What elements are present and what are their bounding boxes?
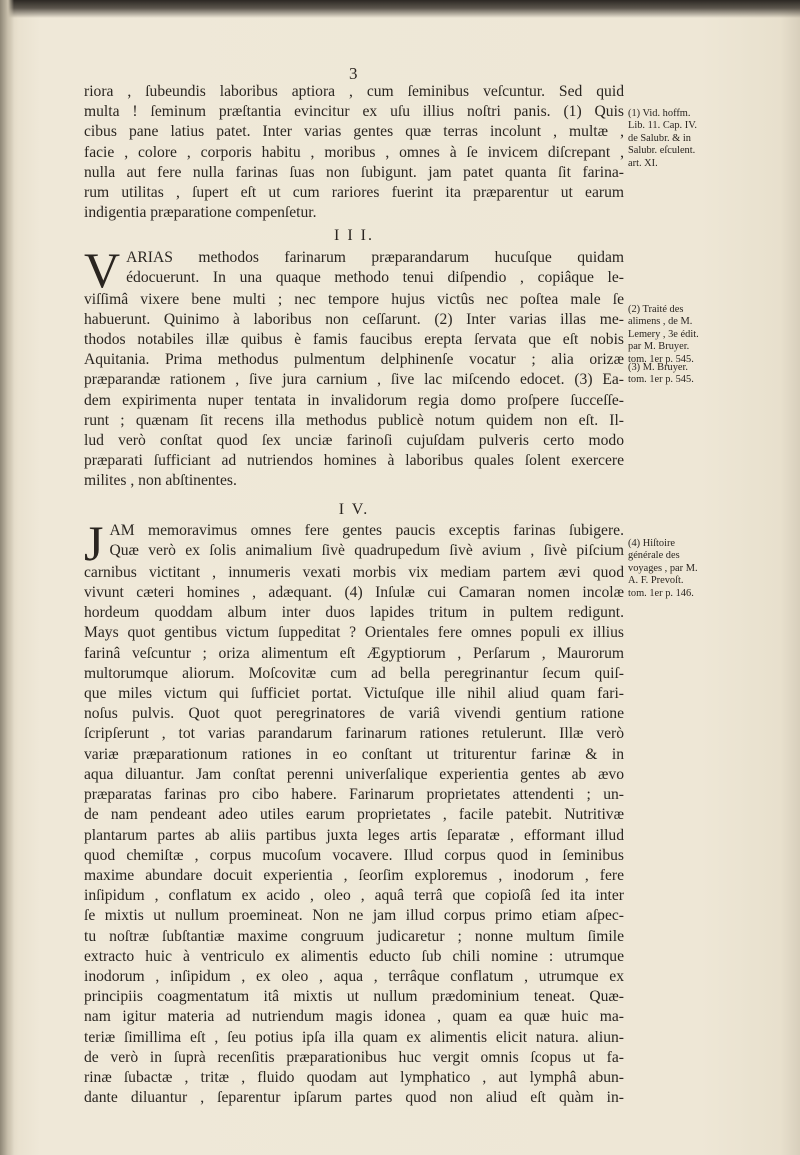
text-line: de verò in ſuprà recenſitis præparationibus huc vergit omnis ſcopus ut fa-	[84, 1048, 624, 1066]
text-line: voyages , par M.	[628, 562, 698, 574]
gutter-shadow	[0, 0, 14, 1155]
text-line: tom. 1er p. 146.	[628, 587, 694, 599]
text-line: plantarum partes ab aliis partibus juxta leges artis ſeparatæ , efformant illud	[84, 826, 624, 844]
text-line: multorumque aliorum. Moſcovitæ cum ad bella peregrinantur ſecum quiſ-	[84, 664, 624, 682]
text-line: vivunt cæteri homines , adæquant. (4) Inſulæ cui Camaran nomen incolæ	[84, 584, 624, 602]
section-heading-3: I I I.	[334, 227, 374, 245]
text-line: dem expirimenta nuper tentata in invalidorum regia domo proſpere ſucceſſe-	[84, 391, 624, 409]
text-line: præparati ſufficiant ad nutriendos homines à laboribus quales ſolent exercere	[84, 452, 624, 470]
text-line: (3) M. Bruyer.	[628, 362, 689, 373]
text-line: teriæ ſimillima eſt , ſeu potius ipſa illa quam ex alimentis elicit natura. aliun-	[84, 1028, 624, 1046]
text-line: par M. Bruyer.	[628, 341, 690, 353]
text-line: indigentia præparatione compenſetur.	[84, 204, 317, 222]
text-line: Quæ verò ex ſolis animalium ſivè quadrupedum ſivè avium , ſivè piſcium	[109, 542, 624, 560]
text-line: (2) Traité des	[628, 304, 684, 315]
drop-cap-v: V	[84, 241, 121, 298]
text-line: tom. 1er p. 545.	[628, 374, 694, 386]
text-line: ARIAS methodos farinarum præparandarum hucuſque quidam	[126, 248, 624, 266]
text-line: dante diluantur , ſeparentur ipſarum partes quod non aliud eſt quàm in-	[84, 1089, 624, 1107]
text-line: inodorum , inſipidum , ex oleo , aqua , terrâque conflatum , utrumque ex	[84, 967, 624, 985]
drop-cap-j: J	[84, 514, 104, 571]
text-line: quod chemiſtæ , corpus mucoſum vocavere. Illud corpus quod in ſeminibus	[84, 846, 624, 864]
text-line: édocuerunt. In una quaque methodo tenui diſpendio , copiâque le-	[126, 268, 624, 286]
margin-note-2	[628, 304, 716, 366]
text-line: hordeum quoddam album inter duos lapides tritum in pultem redigunt.	[84, 604, 624, 622]
text-line: milites , non abſtinentes.	[84, 472, 237, 490]
text-line: extracto huic à ventriculo ex alimentis educto ſub chili nomine : utrumque	[84, 947, 624, 965]
section-heading-4: I V.	[338, 500, 370, 518]
text-line: AM memoravimus omnes fere gentes paucis exceptis farinas ſubigere.	[109, 521, 624, 539]
text-line: alimens , de M.	[628, 316, 693, 328]
text-line: tu noſtræ ſubſtantiæ maxime congruum judicaretur ; nonne multum ſimile	[84, 927, 624, 945]
text-line: maxime abundare docuit experientia , ſeorſim exploremus , inodorum , fere	[84, 866, 624, 884]
text-line: (1) Vid. hoffm.	[628, 108, 691, 119]
text-line: Aquitania. Prima methodus pulmentum delphinenſe vocatur ; alia orizæ	[84, 351, 624, 369]
text-line: générale des	[628, 550, 680, 562]
text-line: carnibus victitant , innumeris vexati morbis vix mediam partem ævi quod	[84, 563, 624, 581]
text-line: art. XI.	[628, 157, 658, 169]
text-line: A. F. Prevoſt.	[628, 575, 684, 587]
paragraph-2	[84, 241, 624, 492]
text-line: noſus pulvis. Quot quot peregrinatores de variâ vivendi gentium ratione	[84, 705, 624, 723]
text-line: rinæ ſubactæ , tritæ , fluido quodam aut lymphatico , aut lymphâ abun-	[84, 1068, 624, 1086]
text-line: tom. 1er p. 545.	[628, 353, 694, 365]
text-line: habuerunt. Quinimo à laboribus non ceſſarunt. (2) Inter varias illas me-	[84, 310, 624, 328]
text-line: Lib. 11. Cap. IV.	[628, 120, 697, 132]
text-line: ſcripſerunt , tot varias parandarum farinarum rationes retulerunt. Illæ verò	[84, 725, 624, 743]
text-line: multa ! ſeminum præſtantia evincitur ex uſu illius noſtri panis. (1) Quis	[84, 103, 624, 121]
margin-note-4	[628, 538, 716, 600]
text-line: ſe mixtis ut nullum proemineat. Non ne jam illud corpus primo etiam aſpec-	[84, 907, 624, 925]
paragraph-3	[84, 514, 624, 1108]
text-line: aqua diluantur. Jam conſtat perenni univerſalique experientia gentes ab ævo	[84, 765, 624, 783]
page-number: 3	[349, 64, 358, 83]
text-line: cibus pane latius patet. Inter varias gentes quæ terras incolunt , multæ ,	[84, 123, 624, 141]
text-line: viſſimâ vixere bene multi ; nec tempore hujus victûs nec poſtea male ſe	[84, 290, 624, 308]
text-line: rum utilitas , ſupert eſt ut cum rariores fuerint ita præparentur ut earum	[84, 184, 624, 202]
paragraph-1	[84, 82, 624, 223]
text-line: de Salubr. & in	[628, 132, 691, 144]
text-line: præparatas farinas pro cibo habere. Farinarum proprietates attendenti ; un-	[84, 786, 624, 804]
margin-note-3	[628, 362, 716, 387]
text-line: nam igitur materia ad nutriendum magis idonea , quam ea quæ huic ma-	[84, 1008, 624, 1026]
text-line: præparandæ rationem , ſive jura carnium , ſive lac miſcendo edocet. (3) Ea-	[84, 371, 624, 389]
text-line: (4) Hiſtoire	[628, 538, 676, 549]
text-line: thodos notabiles illæ quibus è famis faucibus erepta ſervata que eſt nobis	[84, 331, 624, 349]
text-line: facie , colore , corporis habitu , moribus , omnes à ſe invicem diſcrepant ,	[84, 143, 624, 161]
margin-note-1	[628, 108, 716, 170]
text-line: runt ; quænam ſit recens illa methodus publicè notum quidem non eſt. Il-	[84, 411, 624, 429]
text-line: inſipidum , conflatum ex acido , oleo , aquâ terrâ que copioſâ ſed ita inter	[84, 887, 624, 905]
top-shadow	[0, 0, 800, 18]
text-line: lud verò conſtat quod ſex unciæ farinoſi cujuſdam pulveris certo modo	[84, 432, 624, 450]
text-line: Lemery , 3e édit.	[628, 328, 699, 340]
text-line: Mays quot gentibus victum ſuppeditat ? Orientales fere omnes populi ex illius	[84, 624, 624, 642]
text-line: variæ præparationum rationes in eo conſtant ut triturentur farinæ & in	[84, 745, 624, 763]
text-line: Salubr. eſculent.	[628, 145, 696, 157]
text-line: que miles victum qui ſufficiet portat. Victuſque ille nihil aliud quam fari-	[84, 685, 624, 703]
main-text	[84, 82, 624, 1108]
text-line: principiis coagmentatum itâ mixtis ut nullum prædominium teneat. Quæ-	[84, 988, 624, 1006]
text-line: de nam pendeant adeo utiles earum proprietates , facile patebit. Nutritivæ	[84, 806, 624, 824]
text-line: farinâ veſcuntur ; oriza alimentum eſt Ægyptiorum , Perſarum , Maurorum	[84, 644, 624, 662]
text-line: riora , ſubeundis laboribus aptiora , cum ſeminibus veſcuntur. Sed quid	[84, 83, 624, 100]
text-line: nulla aut fere nulla farinas ſuas non ſubigunt. jam patet quanta ſit farina-	[84, 163, 624, 181]
